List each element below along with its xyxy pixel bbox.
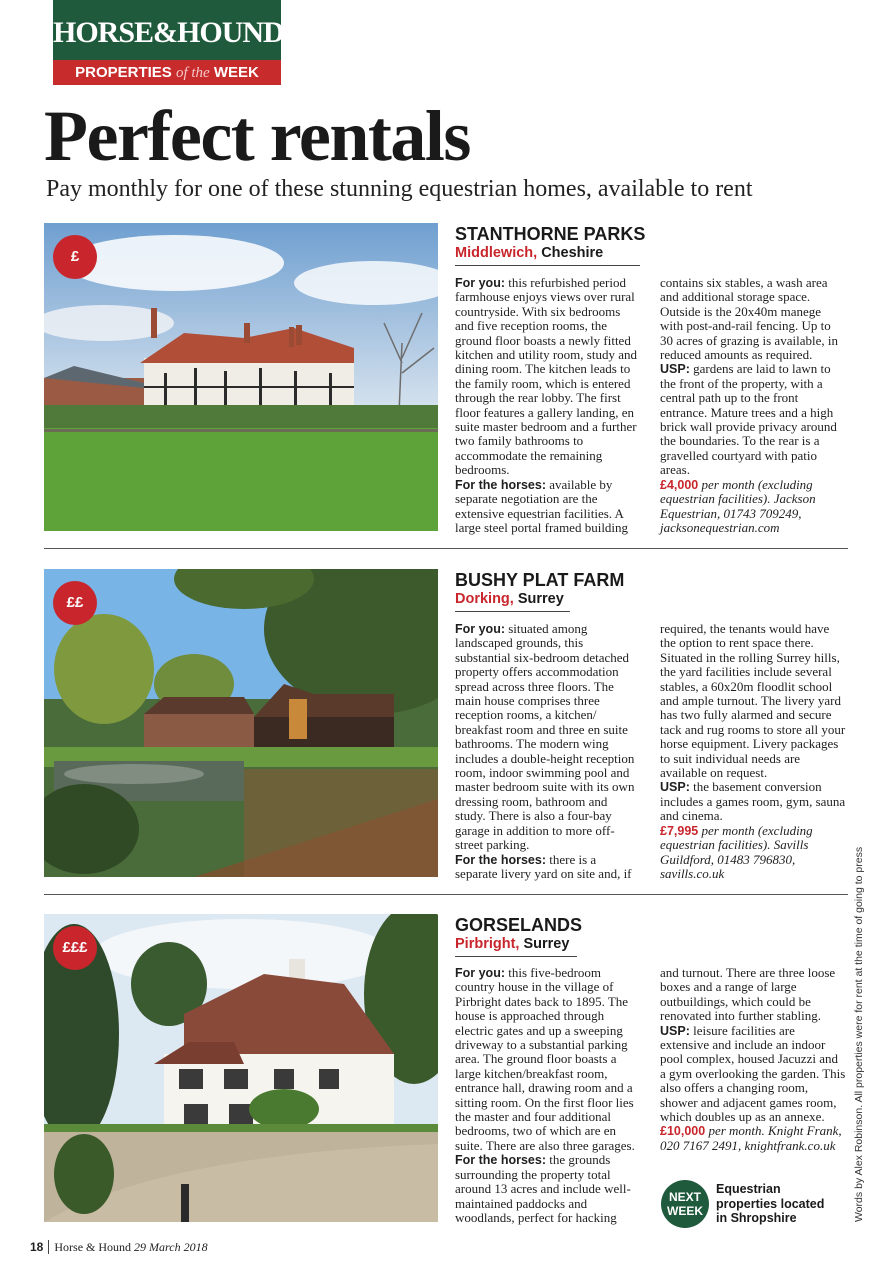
listing-location: Dorking, Surrey — [455, 591, 570, 612]
paragraph: required, the tenants would have the option to rent space there. Situated in the rolling Surrey hills, the yard facilities include several stables, a 60x20m floodlit school and ample turnout. The livery yard has two fully alarmed and secure tack and rug rooms to store all your horse equipment. Livery packages to suit individual needs are available on request. — [660, 621, 846, 781]
property-photo-bushy-plat-farm — [44, 569, 438, 877]
listing-text-column-1 — [455, 276, 641, 535]
brand-logo: HORSE&HOUND — [53, 0, 281, 60]
listing-title: BUSHY PLAT FARM — [455, 570, 625, 590]
paragraph: For you: this five-bedroom country house in the village of Pirbright dates back to 1895. The house is approached through electric gates and up a sweeping driveway to a substantial parking area. The ground floor boasts a large kitchen/breakfast room, entrance hall, drawing room and a sitting room. On the first floor lies the master and four additional bedrooms, two of which are en suite. There are also three garages. — [455, 965, 635, 1153]
price-band-badge: ££ — [53, 581, 97, 625]
listing-location: Pirbright, Surrey — [455, 936, 577, 957]
paragraph: USP: the basement conversion includes a games room, gym, sauna and cinema. — [660, 779, 846, 824]
listing-text-column-2 — [660, 622, 846, 881]
masthead-logo — [53, 0, 284, 85]
price-band-badge: £££ — [53, 926, 97, 970]
next-week-teaser: Equestrian properties located in Shropshire — [716, 1182, 825, 1225]
paragraph: For the horses: available by separate negotiation are the extensive equestrian facilities. A large steel portal framed building — [455, 476, 629, 535]
photo-credit: Words by Alex Robinson. All properties were for rent at the time of going to press — [853, 846, 865, 1222]
property-photo-stanthorne-parks — [44, 223, 438, 531]
section-divider — [44, 894, 848, 895]
property-photo-gorselands — [44, 914, 438, 1222]
paragraph: For you: situated among landscaped grounds, this substantial six-bedroom detached property offers accommodation spread across three floors. The main house comprises three reception rooms, a kitchen/ breakfast room and three en suite bathrooms. The modern wing includes a double-height reception room, indoor swimming pool and master bedroom suite with its own dressing room, bathroom and study. There is also a four-bay garage in addition to more off-street parking. — [455, 621, 635, 853]
paragraph: USP: leisure facilities are extensive and include an indoor pool complex, housed Jacuzzi and a gym overlooking the garden. This also offers a changing room, shower and adjacent games room, which doubles up as an annexe. — [660, 1022, 846, 1125]
barn-and-pond-illustration — [44, 569, 438, 877]
farmhouse-illustration — [44, 223, 438, 531]
listing-text-column-1 — [455, 966, 641, 1225]
page-title: Perfect rentals — [44, 96, 470, 176]
next-week-badge: NEXT WEEK — [661, 1180, 709, 1228]
listing-text-column-2 — [660, 966, 846, 1153]
country-house-illustration — [44, 914, 438, 1222]
price-band-badge: £ — [53, 235, 97, 279]
page-number: 18 — [30, 1240, 49, 1254]
price-line: £10,000 per month. Knight Frank, 020 7167 2491, knightfrank.co.uk — [660, 1123, 842, 1153]
standfirst: Pay monthly for one of these stunning equestrian homes, available to rent — [46, 176, 753, 202]
section-divider — [44, 548, 848, 549]
price-line: £7,995 per month (excluding equestrian facilities). Savills Guildford, 01483 796830, savills.co.uk — [660, 822, 813, 881]
paragraph: For the horses: the grounds surrounding the property total around 13 acres and include well-maintained paddocks and woodlands, perfect for hacking — [455, 1152, 631, 1225]
paragraph: For you: this refurbished period farmhouse enjoys views over rural countryside. With six bedrooms and five reception rooms, the ground floor boasts a newly fitted kitchen and utility room, study and dining room. The kitchen leads to the family room, which is entered through the rear lobby. The first floor features a gallery landing, en suite master bedroom and a further two family bathrooms to accommodate the remaining bedrooms. — [455, 275, 637, 478]
listing-title: GORSELANDS — [455, 915, 583, 935]
publication-name: Horse & Hound — [54, 1240, 132, 1254]
paragraph: contains six stables, a wash area and additional storage space. Outside is the 20x40m manege with post-and-rail fencing. Up to 30 acres of grazing is available, in reduced amounts as required. — [660, 275, 838, 363]
price-line: £4,000 per month (excluding equestrian facilities). Jackson Equestrian, 01743 709249, jacksonequestrian.com — [660, 476, 816, 535]
paragraph: For the horses: there is a separate livery yard on site and, if — [455, 851, 632, 881]
issue-date: 29 March 2018 — [134, 1240, 208, 1254]
paragraph: and turnout. There are three loose boxes and a range of large outbuildings, which could be renovated into further stabling. — [660, 965, 836, 1024]
listing-location: Middlewich, Cheshire — [455, 245, 640, 266]
listing-text-column-2 — [660, 276, 846, 535]
paragraph: USP: gardens are laid to lawn to the front of the property, with a central path up to the front entrance. Mature trees and a high brick wall provide privacy around the boundaries. To the rear is a gravelled courtyard with patio areas. — [660, 361, 837, 478]
listing-text-column-1 — [455, 622, 641, 881]
listing-title: STANTHORNE PARKS — [455, 224, 646, 244]
section-label: PROPERTIES of the WEEK — [53, 60, 281, 85]
page-footer — [30, 1240, 208, 1255]
